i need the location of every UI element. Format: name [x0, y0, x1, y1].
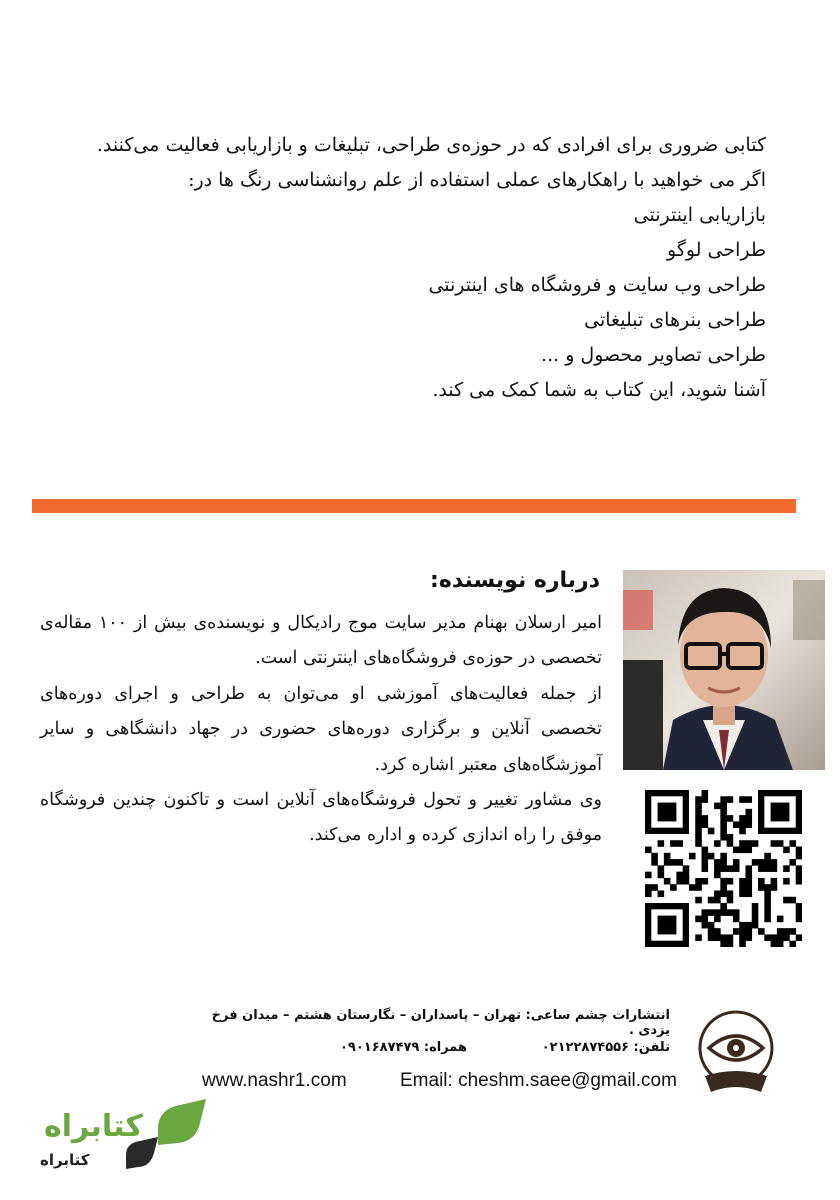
brand-name: کتابراه — [44, 1109, 143, 1144]
intro-item: طراحی بنرهای تبلیغاتی — [584, 309, 766, 331]
mobile-number: همراه: ۰۹۰۱۶۸۷۴۷۹ — [340, 1040, 468, 1055]
email-link[interactable]: Email: cheshm.saee@gmail.com — [400, 1070, 677, 1091]
intro-paragraph: کتابی ضروری برای افرادی که در حوزه‌ی طراحی، تبلیغات و بازاریابی فعالیت می‌کنند. — [96, 134, 766, 156]
intro-closing: آشنا شوید، این کتاب به شما کمک می کند. — [432, 379, 766, 401]
orange-divider — [32, 499, 796, 513]
website-link[interactable]: www.nashr1.com — [202, 1070, 347, 1091]
about-title: درباره نویسنده: — [430, 568, 600, 593]
publisher-phones — [340, 1040, 670, 1055]
intro-section — [40, 128, 766, 408]
brand-name-small: کتابراه — [40, 1151, 90, 1169]
author-photo — [623, 570, 825, 770]
brand-logo — [40, 1095, 210, 1185]
intro-item: طراحی وب سایت و فروشگاه های اینترنتی — [428, 274, 766, 296]
publisher-address: انتشارات چشم ساعی: تهران – پاسداران – نگارستان هشتم – میدان فرخ یزدی . — [211, 1008, 670, 1038]
intro-lead: اگر می خواهید با راهکارهای عملی استفاده از علم روانشناسی رنگ ها در: — [188, 169, 766, 191]
publisher-logo — [695, 1006, 777, 1098]
intro-item: طراحی تصاویر محصول و ... — [541, 344, 766, 366]
intro-item: بازاریابی اینترنتی — [633, 204, 766, 226]
about-paragraph: وی مشاور تغییر و تحول فروشگاه‌های آنلاین است و تاکنون چندین فروشگاه موفق را راه اندازی کرده و اداره می‌کند. — [40, 790, 602, 846]
intro-item: طراحی لوگو — [667, 239, 766, 261]
about-paragraph: امیر ارسلان بهنام مدیر سایت موج رادیکال و نویسنده‌ی بیش از ۱۰۰ مقاله‌ی تخصصی در حوزه‌ی فروشگاه‌های اینترنتی است. — [40, 613, 602, 669]
about-body — [40, 606, 602, 854]
qr-code — [645, 790, 802, 947]
phone-number: تلفن: ۰۲۱۲۲۸۷۴۵۵۶ — [541, 1040, 670, 1055]
about-paragraph: از جمله فعالیت‌های آموزشی او می‌توان به طراحی و اجرای دوره‌های تخصصی آنلاین و برگزاری دوره‌های حضوری در جهاد دانشگاهی و سایر آموزشگاه‌های معتبر اشاره کرد. — [40, 683, 602, 775]
